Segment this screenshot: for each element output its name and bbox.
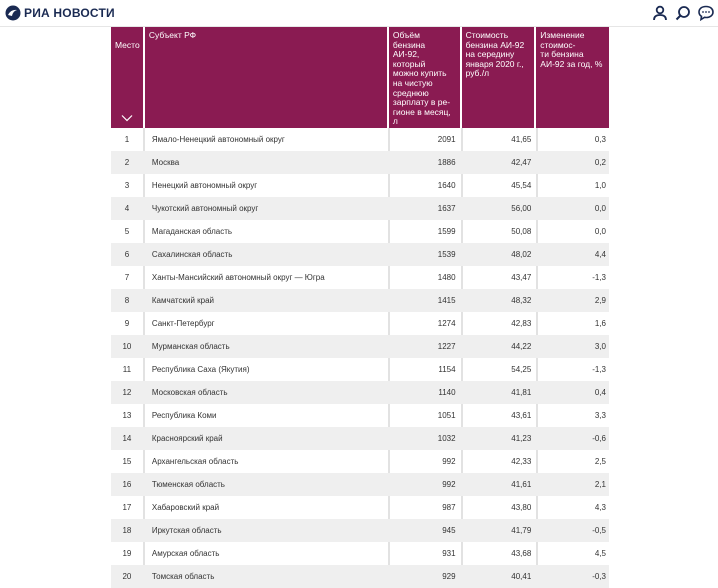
cell-place: 13: [122, 411, 132, 420]
ria-logo-icon: [5, 5, 21, 21]
cell-volume: 1637: [437, 204, 456, 213]
cell-place: 17: [122, 503, 132, 512]
cell-change: 0,2: [594, 158, 606, 167]
table-row: [111, 335, 609, 358]
table-row: [111, 473, 609, 496]
top-icons: [652, 5, 714, 21]
cell-region: Красноярский край: [151, 434, 223, 443]
cell-region: Мурманская область: [151, 342, 230, 351]
cell-region: Сахалинская область: [151, 250, 233, 259]
cell-region: Московская область: [151, 388, 228, 397]
cell-region: Санкт-Петербург: [151, 319, 215, 328]
cell-volume: 1640: [437, 181, 456, 190]
cell-price: 41,65: [511, 135, 532, 144]
cell-volume: 1480: [437, 273, 456, 282]
cell-volume: 992: [442, 457, 456, 466]
cell-change: -0,5: [592, 526, 606, 535]
cell-region: Хабаровский край: [151, 503, 220, 512]
cell-region: Магаданская область: [151, 227, 233, 236]
column-header-price[interactable]: Стоимость бензина АИ-92 на середину января 2020 г., руб./л: [462, 27, 535, 128]
cell-place: 7: [124, 273, 130, 282]
cell-volume: 929: [442, 572, 456, 581]
table-row: [111, 519, 609, 542]
cell-region: Архангельская область: [151, 457, 239, 466]
column-header-place[interactable]: Место: [111, 27, 143, 128]
table-row: [111, 427, 609, 450]
cell-change: -1,3: [592, 273, 606, 282]
cell-change: 0,4: [594, 388, 606, 397]
cell-volume: 1274: [437, 319, 456, 328]
logo-text: РИА НОВОСТИ: [24, 6, 115, 20]
cell-price: 48,02: [511, 250, 532, 259]
table-row: [111, 266, 609, 289]
cell-price: 41,81: [511, 388, 532, 397]
table-row: [111, 128, 609, 151]
cell-volume: 1032: [437, 434, 456, 443]
cell-price: 43,68: [511, 549, 532, 558]
cell-price: 45,54: [511, 181, 532, 190]
cell-region: Чукотский автономный округ: [151, 204, 259, 213]
cell-price: 43,80: [511, 503, 532, 512]
cell-volume: 1051: [437, 411, 456, 420]
cell-price: 43,47: [511, 273, 532, 282]
table-row: [111, 174, 609, 197]
cell-volume: 1140: [438, 388, 456, 397]
table-row: [111, 151, 609, 174]
cell-price: 41,23: [511, 434, 532, 443]
cell-change: 0,3: [594, 135, 606, 144]
search-icon[interactable]: [675, 5, 691, 21]
cell-place: 3: [124, 181, 130, 190]
cell-region: Республика Коми: [151, 411, 217, 420]
cell-place: 4: [124, 204, 130, 213]
cell-volume: 1599: [437, 227, 456, 236]
ria-logo[interactable]: [5, 5, 115, 21]
cell-place: 18: [122, 526, 132, 535]
cell-price: 40,41: [511, 572, 532, 581]
cell-region: Амурская область: [151, 549, 220, 558]
cell-price: 41,79: [511, 526, 532, 535]
cell-place: 11: [122, 365, 132, 374]
table-row: [111, 289, 609, 312]
cell-volume: 987: [442, 503, 456, 512]
cell-volume: 1415: [437, 296, 456, 305]
cell-change: 2,9: [594, 296, 606, 305]
cell-place: 12: [122, 388, 132, 397]
cell-place: 14: [122, 434, 132, 443]
cell-change: -0,6: [592, 434, 606, 443]
chevron-down-icon[interactable]: [121, 114, 133, 122]
cell-place: 10: [122, 342, 132, 351]
cell-region: Тюменская область: [151, 480, 225, 489]
table-row: [111, 565, 609, 588]
cell-region: Ненецкий автономный округ: [151, 181, 258, 190]
cell-place: 1: [124, 135, 130, 144]
cell-change: 4,3: [594, 503, 606, 512]
column-header-change[interactable]: Изменение стоимос- ти бензина АИ-92 за год, %: [536, 27, 609, 128]
column-header-region[interactable]: Субъект РФ: [145, 27, 387, 128]
table-body: [111, 128, 609, 588]
cell-region: Республика Саха (Якутия): [151, 365, 250, 374]
cell-price: 41,61: [511, 480, 532, 489]
cell-region: Иркутская область: [151, 526, 222, 535]
cell-place: 16: [122, 480, 132, 489]
table-row: [111, 358, 609, 381]
cell-change: 0,0: [594, 204, 606, 213]
cell-change: 4,5: [594, 549, 606, 558]
cell-region: Ямало-Ненецкий автономный округ: [151, 135, 285, 144]
cell-place: 15: [122, 457, 132, 466]
cell-price: 44,22: [511, 342, 532, 351]
cell-price: 42,83: [511, 319, 532, 328]
cell-price: 43,61: [511, 411, 532, 420]
table-row: [111, 381, 609, 404]
user-icon[interactable]: [652, 5, 668, 21]
cell-volume: 1886: [437, 158, 456, 167]
table-row: [111, 243, 609, 266]
cell-region: Томская область: [151, 572, 215, 581]
cell-volume: 2091: [437, 135, 456, 144]
cell-volume: 1539: [437, 250, 456, 259]
cell-change: 1,6: [594, 319, 606, 328]
column-header-volume[interactable]: Объём бензина АИ-92, который можно купить на чистую среднюю зарплату в ре- гионе в месяц, л: [389, 27, 460, 128]
cell-place: 6: [124, 250, 130, 259]
table-row: [111, 404, 609, 427]
table-row: [111, 197, 609, 220]
cell-price: 50,08: [511, 227, 532, 236]
cell-change: 2,5: [594, 457, 606, 466]
cell-place: 9: [124, 319, 130, 328]
cell-place: 5: [124, 227, 130, 236]
cell-volume: 931: [442, 549, 456, 558]
table-row: [111, 312, 609, 335]
table-row: [111, 496, 609, 519]
cell-change: 3,0: [594, 342, 606, 351]
cell-region: Камчатский край: [151, 296, 215, 305]
cell-change: 4,4: [594, 250, 606, 259]
fuel-table: [111, 27, 609, 588]
cell-change: 3,3: [594, 411, 606, 420]
cell-price: 48,32: [511, 296, 532, 305]
cell-price: 54,25: [511, 365, 532, 374]
cell-region: Ханты-Мансийский автономный округ — Югра: [151, 273, 325, 282]
cell-place: 2: [124, 158, 130, 167]
cell-place: 20: [122, 572, 132, 581]
cell-volume: 1154: [438, 365, 456, 374]
cell-change: 0,0: [594, 227, 606, 236]
cell-volume: 1227: [437, 342, 456, 351]
table-row: [111, 542, 609, 565]
cell-change: 1,0: [594, 181, 606, 190]
cell-region: Москва: [151, 158, 180, 167]
cell-price: 42,33: [511, 457, 532, 466]
cell-price: 56,00: [511, 204, 532, 213]
cell-volume: 992: [442, 480, 456, 489]
table-header: [111, 27, 609, 128]
cell-price: 42,47: [511, 158, 532, 167]
cell-change: -0,3: [592, 572, 606, 581]
cell-place: 8: [124, 296, 130, 305]
cell-volume: 945: [442, 526, 456, 535]
cell-change: 2,1: [594, 480, 606, 489]
cell-change: -1,3: [592, 365, 606, 374]
cell-place: 19: [122, 549, 132, 558]
table-row: [111, 450, 609, 473]
top-bar: [0, 0, 718, 27]
table-row: [111, 220, 609, 243]
chat-icon[interactable]: [698, 5, 714, 21]
